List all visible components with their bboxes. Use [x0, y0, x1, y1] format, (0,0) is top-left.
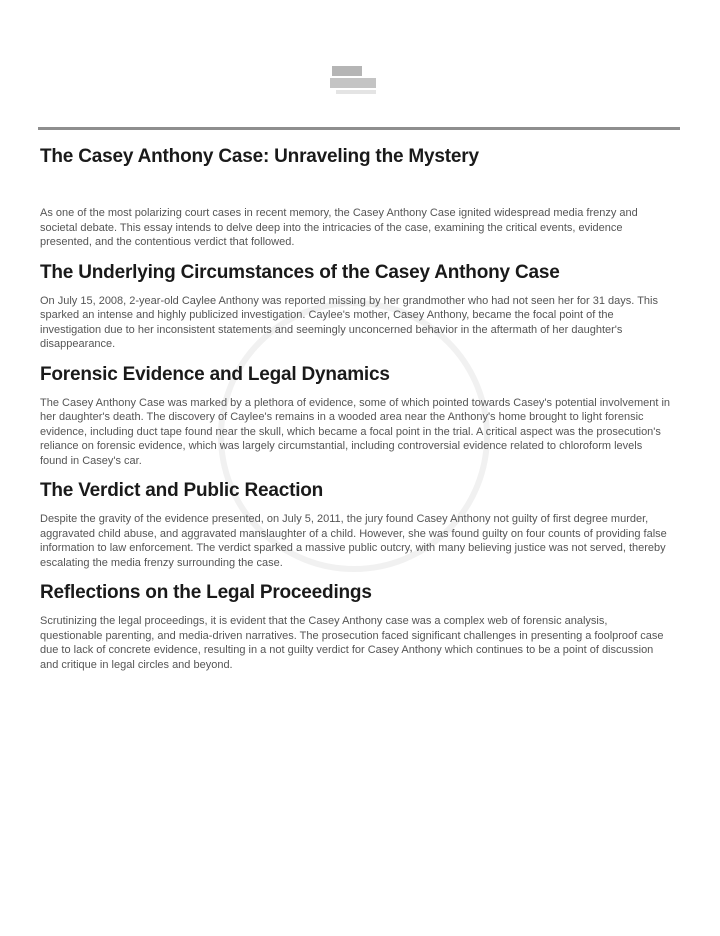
section-body-verdict: Despite the gravity of the evidence presented, on July 5, 2011, the jury found Casey Anthony not guilty of first degree murder, aggravated child abuse, and aggravated manslaughter of a child. However, she was found guilty on four counts of providing false information to law enforcement. The verdict sparked a massive public outcry, with many believing justice was not served, thereby escalating the media frenzy surrounding the case. — [40, 513, 667, 569]
header-divider — [38, 127, 680, 130]
logo-mark-top — [332, 66, 362, 76]
section-heading-forensic: Forensic Evidence and Legal Dynamics — [40, 363, 390, 385]
section-body-forensic: The Casey Anthony Case was marked by a plethora of evidence, some of which pointed towards Casey's potential involvement in her daughter's death. The discovery of Caylee's remains in a wooded area near the Anthony's home brought to light forensic evidence, including duct tape found near the skull, which became a focal point in the trial. A critical aspect was the prosecution's reliance on forensic evidence, which was largely circumstantial, including controversial evidence related to chloroform levels found in Casey's car. — [40, 396, 671, 467]
essay-content — [40, 140, 672, 672]
site-logo — [328, 64, 384, 96]
page-title: The Casey Anthony Case: Unraveling the Mystery — [40, 146, 479, 167]
logo-mark-middle — [330, 78, 376, 88]
section-heading-circumstances: The Underlying Circumstances of the Casey Anthony Case — [40, 261, 560, 283]
logo-mark-bottom — [336, 90, 376, 94]
section-heading-reflections: Reflections on the Legal Proceedings — [40, 582, 372, 603]
section-heading-verdict: The Verdict and Public Reaction — [40, 480, 324, 501]
section-body-circumstances: On July 15, 2008, 2-year-old Caylee Anthony was reported missing by her grandmother who had not seen her for 31 days. This sparked an intense and highly publicized investigation. Caylee's mother, Casey Anthony, became the focal point of the investigation due to her inconsistent statements and seemingly unconcerned behavior in the aftermath of her daughter's disappearance. — [40, 294, 658, 350]
intro-paragraph: As one of the most polarizing court cases in recent memory, the Casey Anthony Case ignited widespread media frenzy and societal debate. This essay intends to delve deep into the intricacies of the case, examining the critical events, evidence presented, and the contentious verdict that followed. — [40, 207, 638, 248]
section-body-reflections: Scrutinizing the legal proceedings, it is evident that the Casey Anthony case was a complex web of forensic analysis, questionable parenting, and media-driven narratives. The prosecution faced significant challenges in presenting a foolproof case due to lack of concrete evidence, resulting in a not guilty verdict for Casey Anthony which continues to be a point of discussion and critique in legal circles and beyond. — [40, 615, 664, 671]
